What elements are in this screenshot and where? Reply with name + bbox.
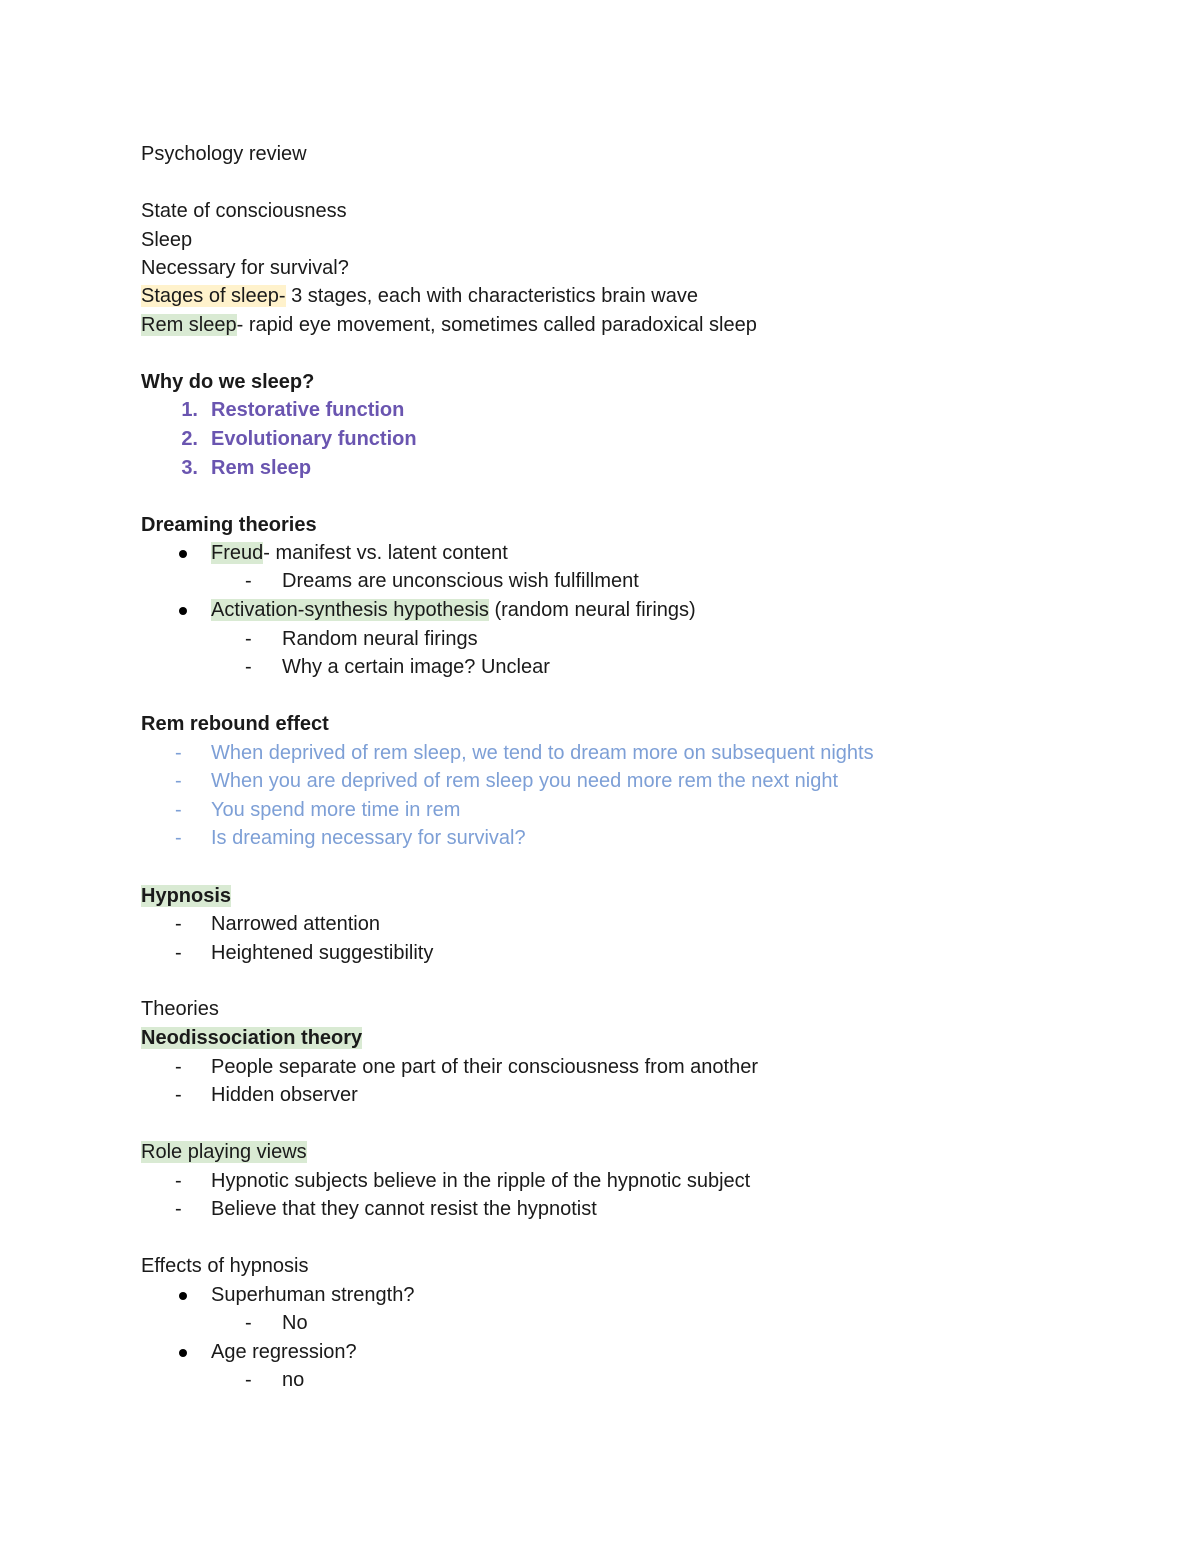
activation-rest: (random neural firings) [488, 599, 696, 621]
list-text: Heightened suggestibility [211, 942, 434, 964]
dash-marker: - [175, 1198, 182, 1220]
dash-marker: - [245, 656, 252, 678]
dash-marker: - [245, 1312, 252, 1334]
role-term: Role playing views [141, 1141, 307, 1163]
theories-label: Theories [141, 998, 219, 1020]
activation-term: Activation-synthesis hypothesis [211, 599, 489, 621]
list-text: Evolutionary function [211, 428, 417, 450]
rem-line [141, 311, 757, 339]
list-text: no [282, 1369, 305, 1391]
list-text: No [282, 1312, 308, 1334]
list-text: When deprived of rem sleep, we tend to dream more on subsequent nights [211, 742, 874, 764]
dash-marker: - [245, 1369, 252, 1391]
list-number: 1. [181, 399, 198, 421]
section-sleep: Sleep [141, 229, 193, 251]
neo-heading [141, 1024, 362, 1052]
list-text: Is dreaming necessary for survival? [211, 827, 526, 849]
list-text: Age regression? [211, 1341, 357, 1363]
dash-marker: - [175, 1056, 182, 1078]
dash-marker: - [175, 913, 182, 935]
bullet-icon [179, 1292, 187, 1300]
hypnosis-term: Hypnosis [141, 885, 232, 907]
list-text: Believe that they cannot resist the hypnotist [211, 1198, 597, 1220]
dash-marker: - [175, 742, 182, 764]
list-text: Hypnotic subjects believe in the ripple of the hypnotic subject [211, 1170, 751, 1192]
bullet-icon [179, 1349, 187, 1357]
list-text: Why a certain image? Unclear [282, 656, 550, 678]
neo-term: Neodissociation theory [141, 1027, 363, 1049]
rem-term: Rem sleep [141, 314, 237, 336]
list-text: Rem sleep [211, 457, 312, 479]
dash-marker: - [175, 1170, 182, 1192]
stages-term: Stages of sleep- [141, 285, 286, 307]
list-text: Hidden observer [211, 1084, 358, 1106]
freud-term: Freud [211, 542, 264, 564]
necessary-line: Necessary for survival? [141, 257, 349, 279]
rem-rest: - rapid eye movement, sometimes called paradoxical sleep [236, 314, 757, 336]
list-text: Random neural firings [282, 628, 478, 650]
effects-heading: Effects of hypnosis [141, 1255, 309, 1277]
list-text: You spend more time in rem [211, 799, 461, 821]
dash-marker: - [175, 770, 182, 792]
dash-marker: - [245, 570, 252, 592]
dash-marker: - [175, 942, 182, 964]
why-heading: Why do we sleep? [141, 371, 315, 393]
list-text: Dreams are unconscious wish fulfillment [282, 570, 639, 592]
rebound-heading: Rem rebound effect [141, 713, 329, 735]
list-text: People separate one part of their consciousness from another [211, 1056, 758, 1078]
dash-marker: - [175, 1084, 182, 1106]
dash-marker: - [245, 628, 252, 650]
dash-marker: - [175, 799, 182, 821]
dreaming-heading: Dreaming theories [141, 514, 317, 536]
list-number: 2. [181, 428, 198, 450]
list-text: Narrowed attention [211, 913, 380, 935]
bullet-icon [179, 550, 187, 558]
bullet-icon [179, 607, 187, 615]
list-text: Restorative function [211, 399, 405, 421]
list-text: When you are deprived of rem sleep you need more rem the next night [211, 770, 839, 792]
stages-line [141, 282, 698, 310]
freud-rest: - manifest vs. latent content [263, 542, 508, 564]
hypnosis-heading [141, 882, 231, 910]
stages-rest: 3 stages, each with characteristics brain wave [285, 285, 698, 307]
list-number: 3. [181, 457, 198, 479]
dash-marker: - [175, 827, 182, 849]
page-title: Psychology review [141, 143, 307, 165]
role-heading [141, 1138, 307, 1166]
section-state: State of consciousness [141, 200, 347, 222]
list-text: Superhuman strength? [211, 1284, 415, 1306]
